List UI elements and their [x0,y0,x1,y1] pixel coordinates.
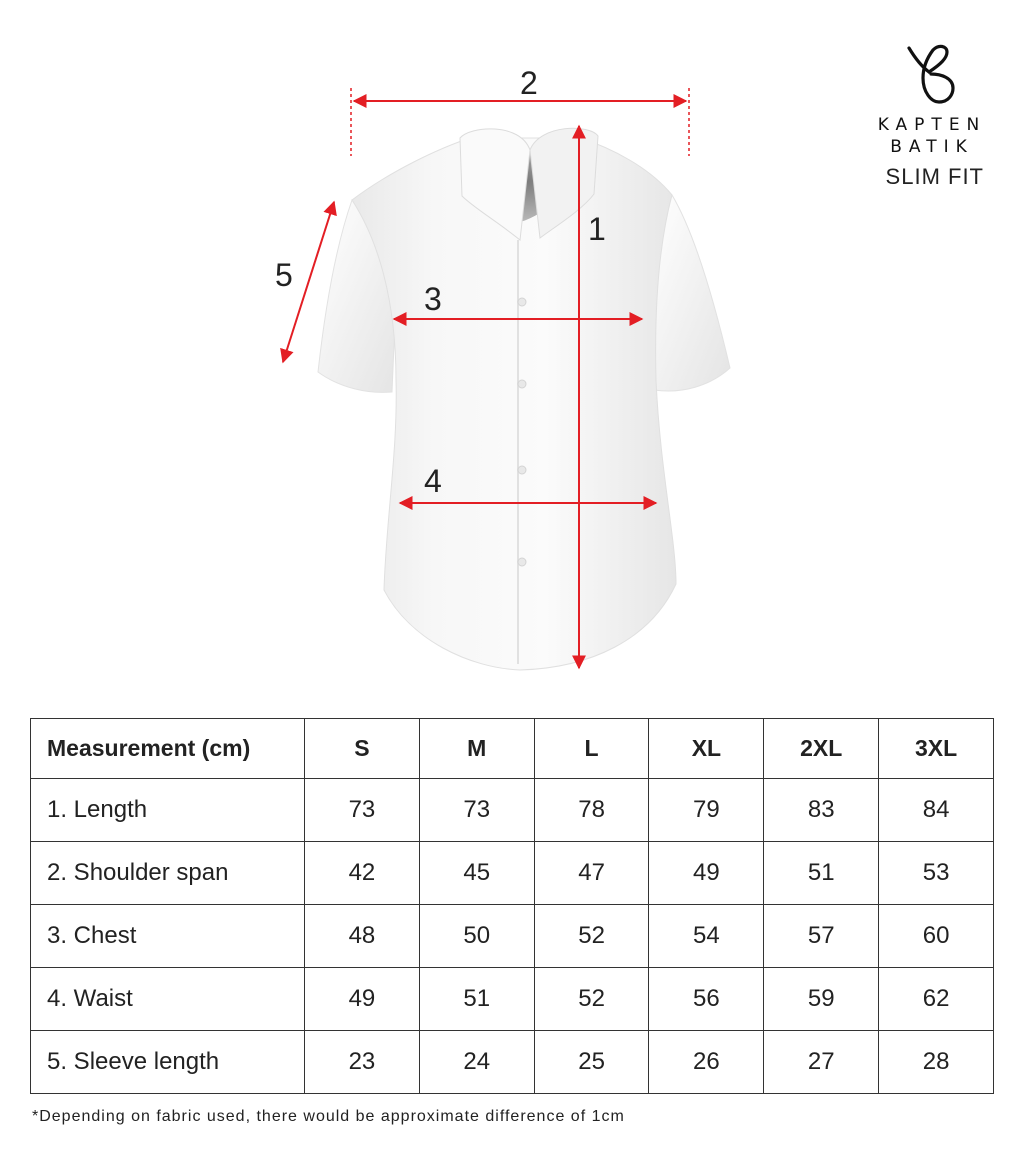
row-label: 3. Chest [31,905,305,968]
label-sleeve: 5 [275,257,293,293]
table-cell: 52 [534,905,649,968]
table-cell: 24 [419,1031,534,1094]
table-header-row [31,719,994,779]
header-measurement: Measurement (cm) [31,719,305,779]
table-cell: 27 [764,1031,879,1094]
table-cell: 73 [305,779,420,842]
table-cell: 84 [879,779,994,842]
footnote: *Depending on fabric used, there would be approximate difference of 1cm [32,1108,625,1125]
label-chest: 3 [424,281,442,317]
table-cell: 26 [649,1031,764,1094]
row-label: 4. Waist [31,968,305,1031]
table-cell: 49 [649,842,764,905]
table-row [31,1031,994,1094]
table-row [31,842,994,905]
table-cell: 60 [879,905,994,968]
table-cell: 62 [879,968,994,1031]
table-cell: 57 [764,905,879,968]
table-cell: 49 [305,968,420,1031]
shirt-illustration [318,128,730,670]
header-size: 3XL [879,719,994,779]
table-cell: 47 [534,842,649,905]
brand-name-line2: BATIK [890,137,974,157]
table-cell: 79 [649,779,764,842]
table-cell: 51 [764,842,879,905]
brand-logo [874,44,987,190]
table-cell: 42 [305,842,420,905]
row-label: 1. Length [31,779,305,842]
table-cell: 83 [764,779,879,842]
header-size: M [419,719,534,779]
header-size: XL [649,719,764,779]
label-waist: 4 [424,463,442,499]
size-chart-table [30,718,994,1094]
header-size: 2XL [764,719,879,779]
table-cell: 51 [419,968,534,1031]
table-cell: 52 [534,968,649,1031]
row-label: 5. Sleeve length [31,1031,305,1094]
table-cell: 56 [649,968,764,1031]
table-cell: 50 [419,905,534,968]
table-cell: 53 [879,842,994,905]
table-cell: 48 [305,905,420,968]
table-cell: 73 [419,779,534,842]
table-cell: 28 [879,1031,994,1094]
brand-name-line1: KAPTEN [877,115,987,135]
fit-type: SLIM FIT [885,164,984,189]
table-cell: 59 [764,968,879,1031]
table-row [31,968,994,1031]
brand-monogram-icon [901,44,957,106]
table-cell: 78 [534,779,649,842]
table-row [31,779,994,842]
label-shoulder: 2 [520,65,538,101]
table-cell: 23 [305,1031,420,1094]
header-size: L [534,719,649,779]
table-cell: 25 [534,1031,649,1094]
table-cell: 45 [419,842,534,905]
table-cell: 54 [649,905,764,968]
row-label: 2. Shoulder span [31,842,305,905]
header-size: S [305,719,420,779]
label-length: 1 [588,211,606,247]
table-row [31,905,994,968]
